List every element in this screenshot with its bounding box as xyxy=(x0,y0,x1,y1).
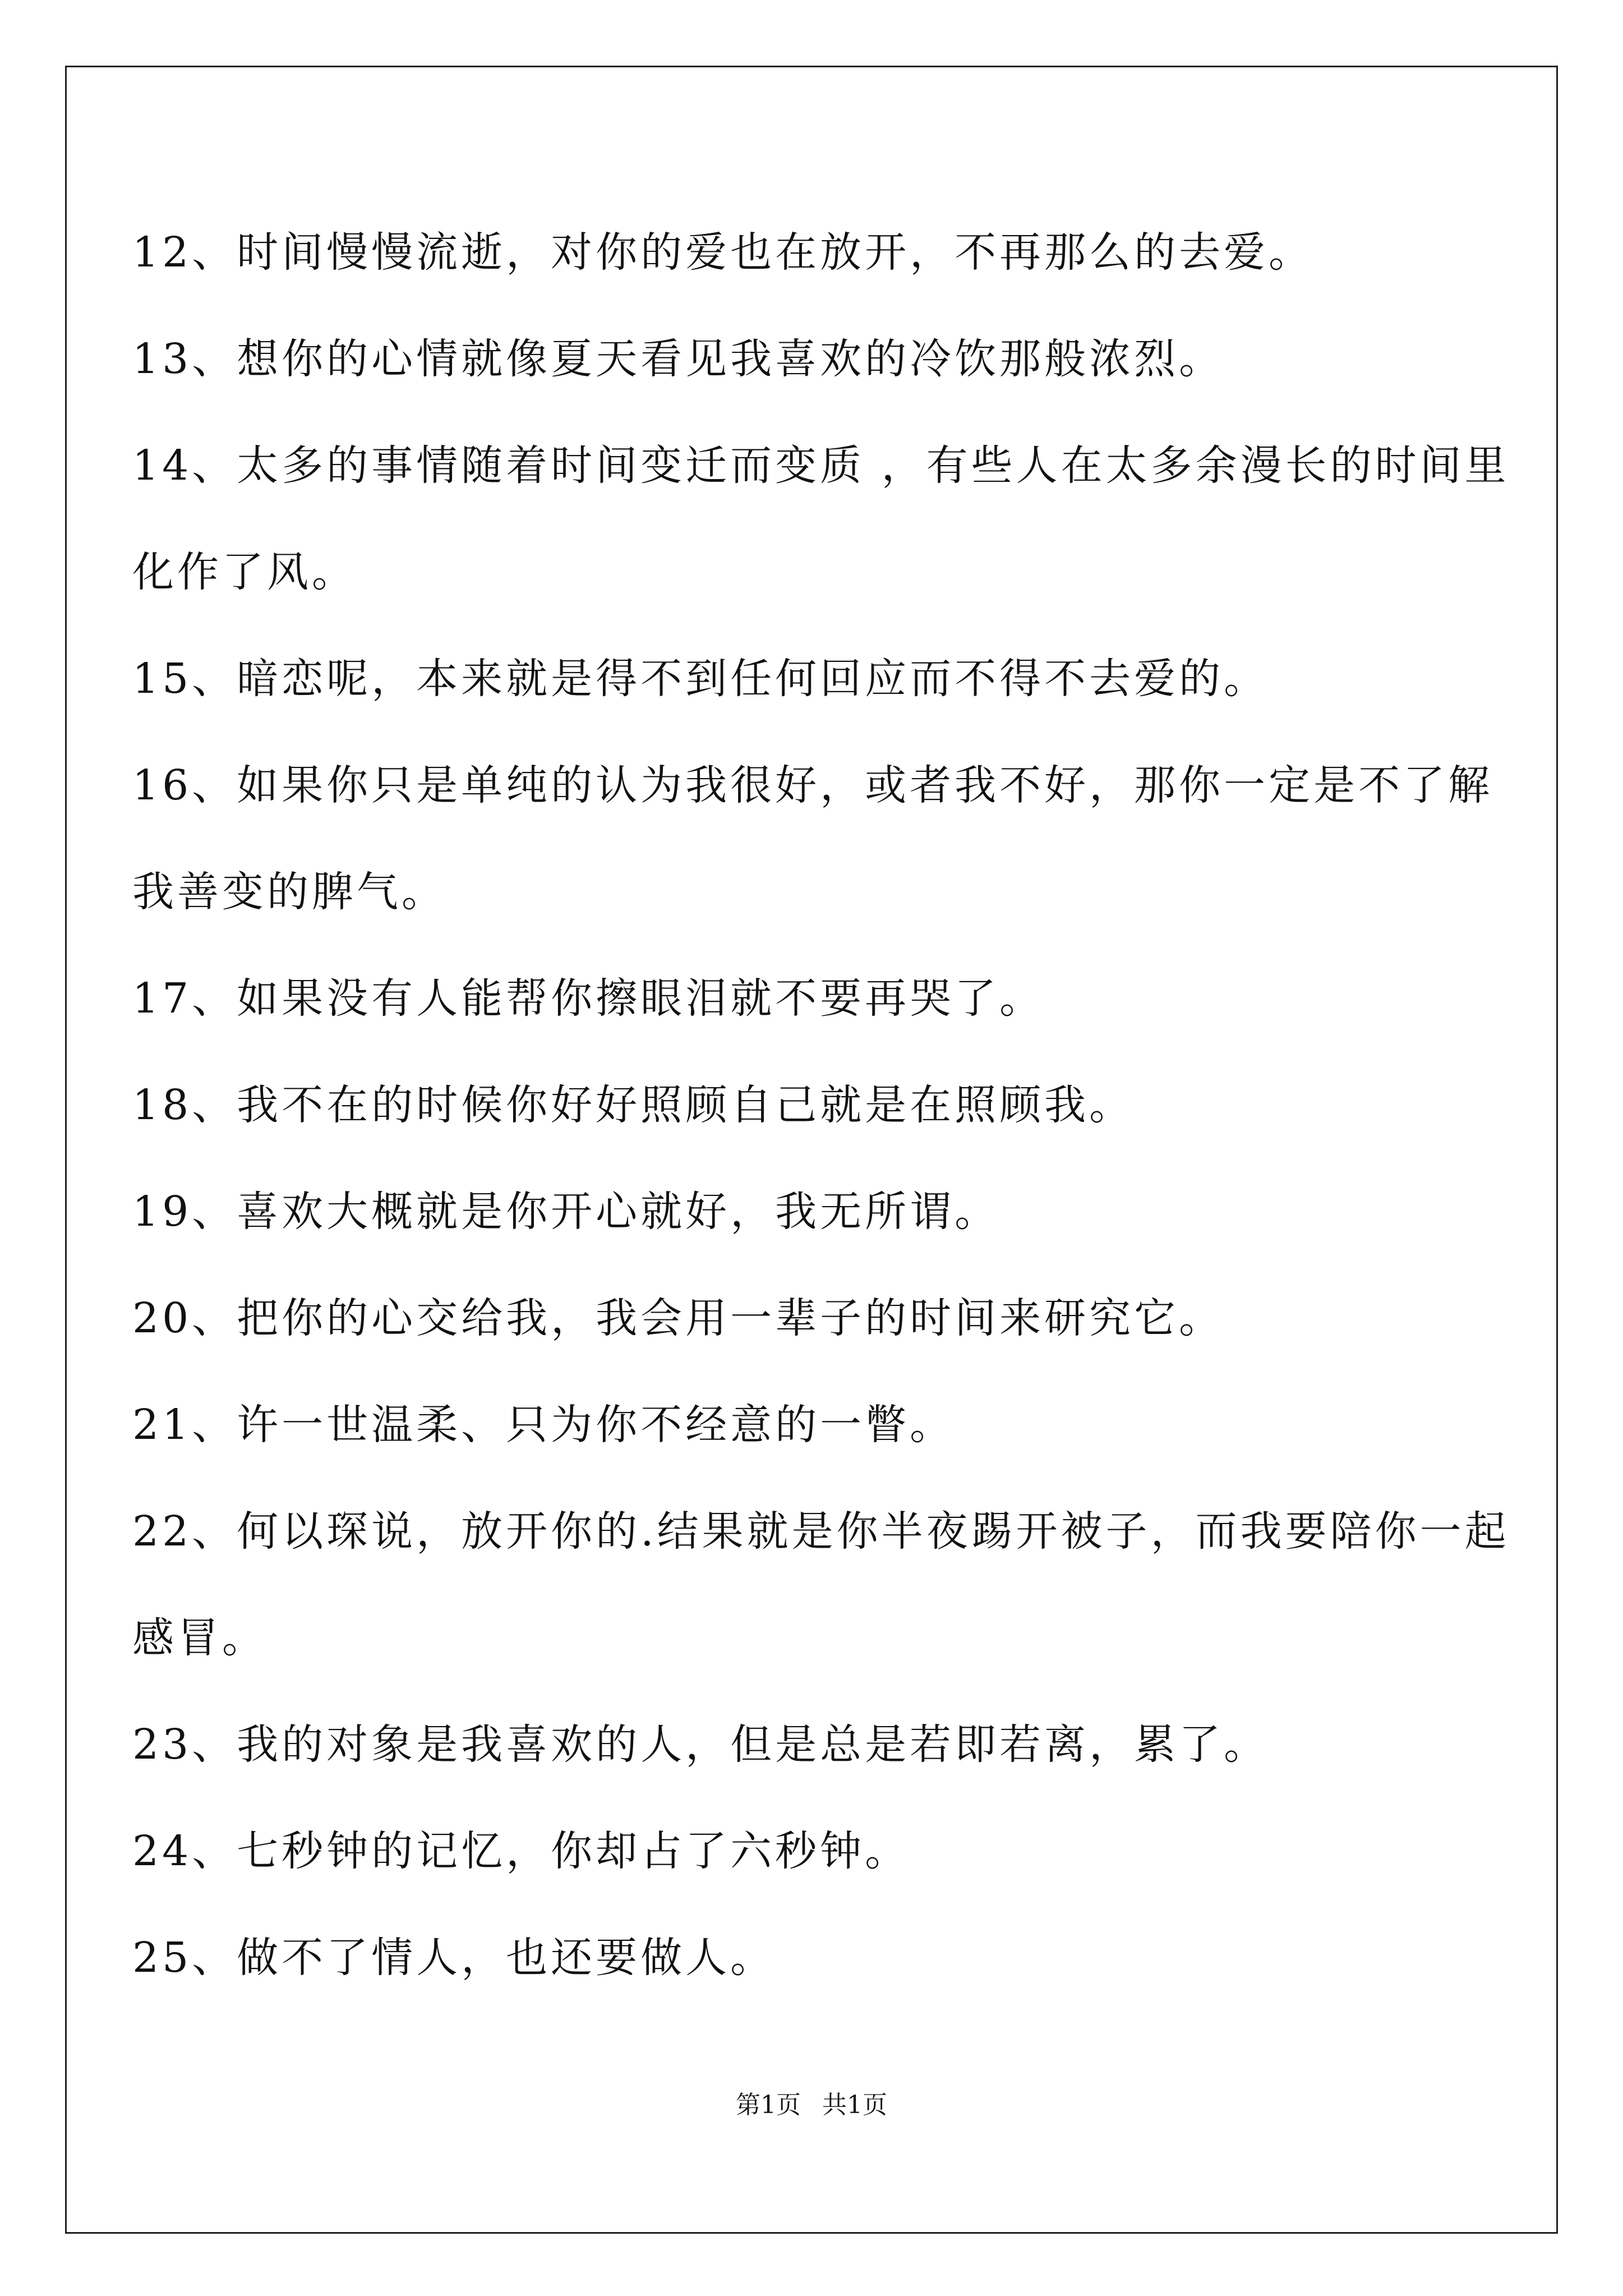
text-line: 21、许一世温柔、只为你不经意的一瞥。 xyxy=(132,1401,955,1449)
text-line: 25、做不了情人，也还要做人。 xyxy=(132,1934,776,1982)
page-number: 第1页 xyxy=(736,2091,801,2119)
text-line: 15、暗恋呢，本来就是得不到任何回应而不得不去爱的。 xyxy=(132,655,1269,703)
text-line: 感冒。 xyxy=(132,1614,267,1662)
text-line: 12、时间慢慢流逝，对你的爱也在放开，不再那么的去爱。 xyxy=(132,228,1314,277)
text-line: 我善变的脾气。 xyxy=(132,868,446,916)
text-line: 14、太多的事情随着时间变迁而变质 ，有些人在太多余漫长的时间里 xyxy=(132,441,1510,490)
text-line: 18、我不在的时候你好好照顾自己就是在照顾我。 xyxy=(132,1081,1135,1129)
text-line: 19、喜欢大概就是你开心就好，我无所谓。 xyxy=(132,1188,1000,1236)
text-line: 22、何以琛说，放开你的.结果就是你半夜踢开被子，而我要陪你一起 xyxy=(132,1507,1510,1556)
text-line: 13、想你的心情就像夏天看见我喜欢的冷饮那般浓烈。 xyxy=(132,335,1224,383)
text-line: 23、我的对象是我喜欢的人，但是总是若即若离，累了。 xyxy=(132,1720,1269,1769)
page-border xyxy=(65,66,1558,2234)
text-line: 化作了风。 xyxy=(132,548,357,596)
text-line: 20、把你的心交给我，我会用一辈子的时间来研究它。 xyxy=(132,1294,1224,1342)
page-footer xyxy=(0,2090,1623,2121)
page-total: 共1页 xyxy=(822,2091,887,2119)
text-line: 17、如果没有人能帮你擦眼泪就不要再哭了。 xyxy=(132,974,1045,1023)
text-line: 16、如果你只是单纯的认为我很好，或者我不好，那你一定是不了解 xyxy=(132,761,1493,809)
text-line: 24、七秒钟的记忆，你却占了六秒钟。 xyxy=(132,1827,910,1875)
